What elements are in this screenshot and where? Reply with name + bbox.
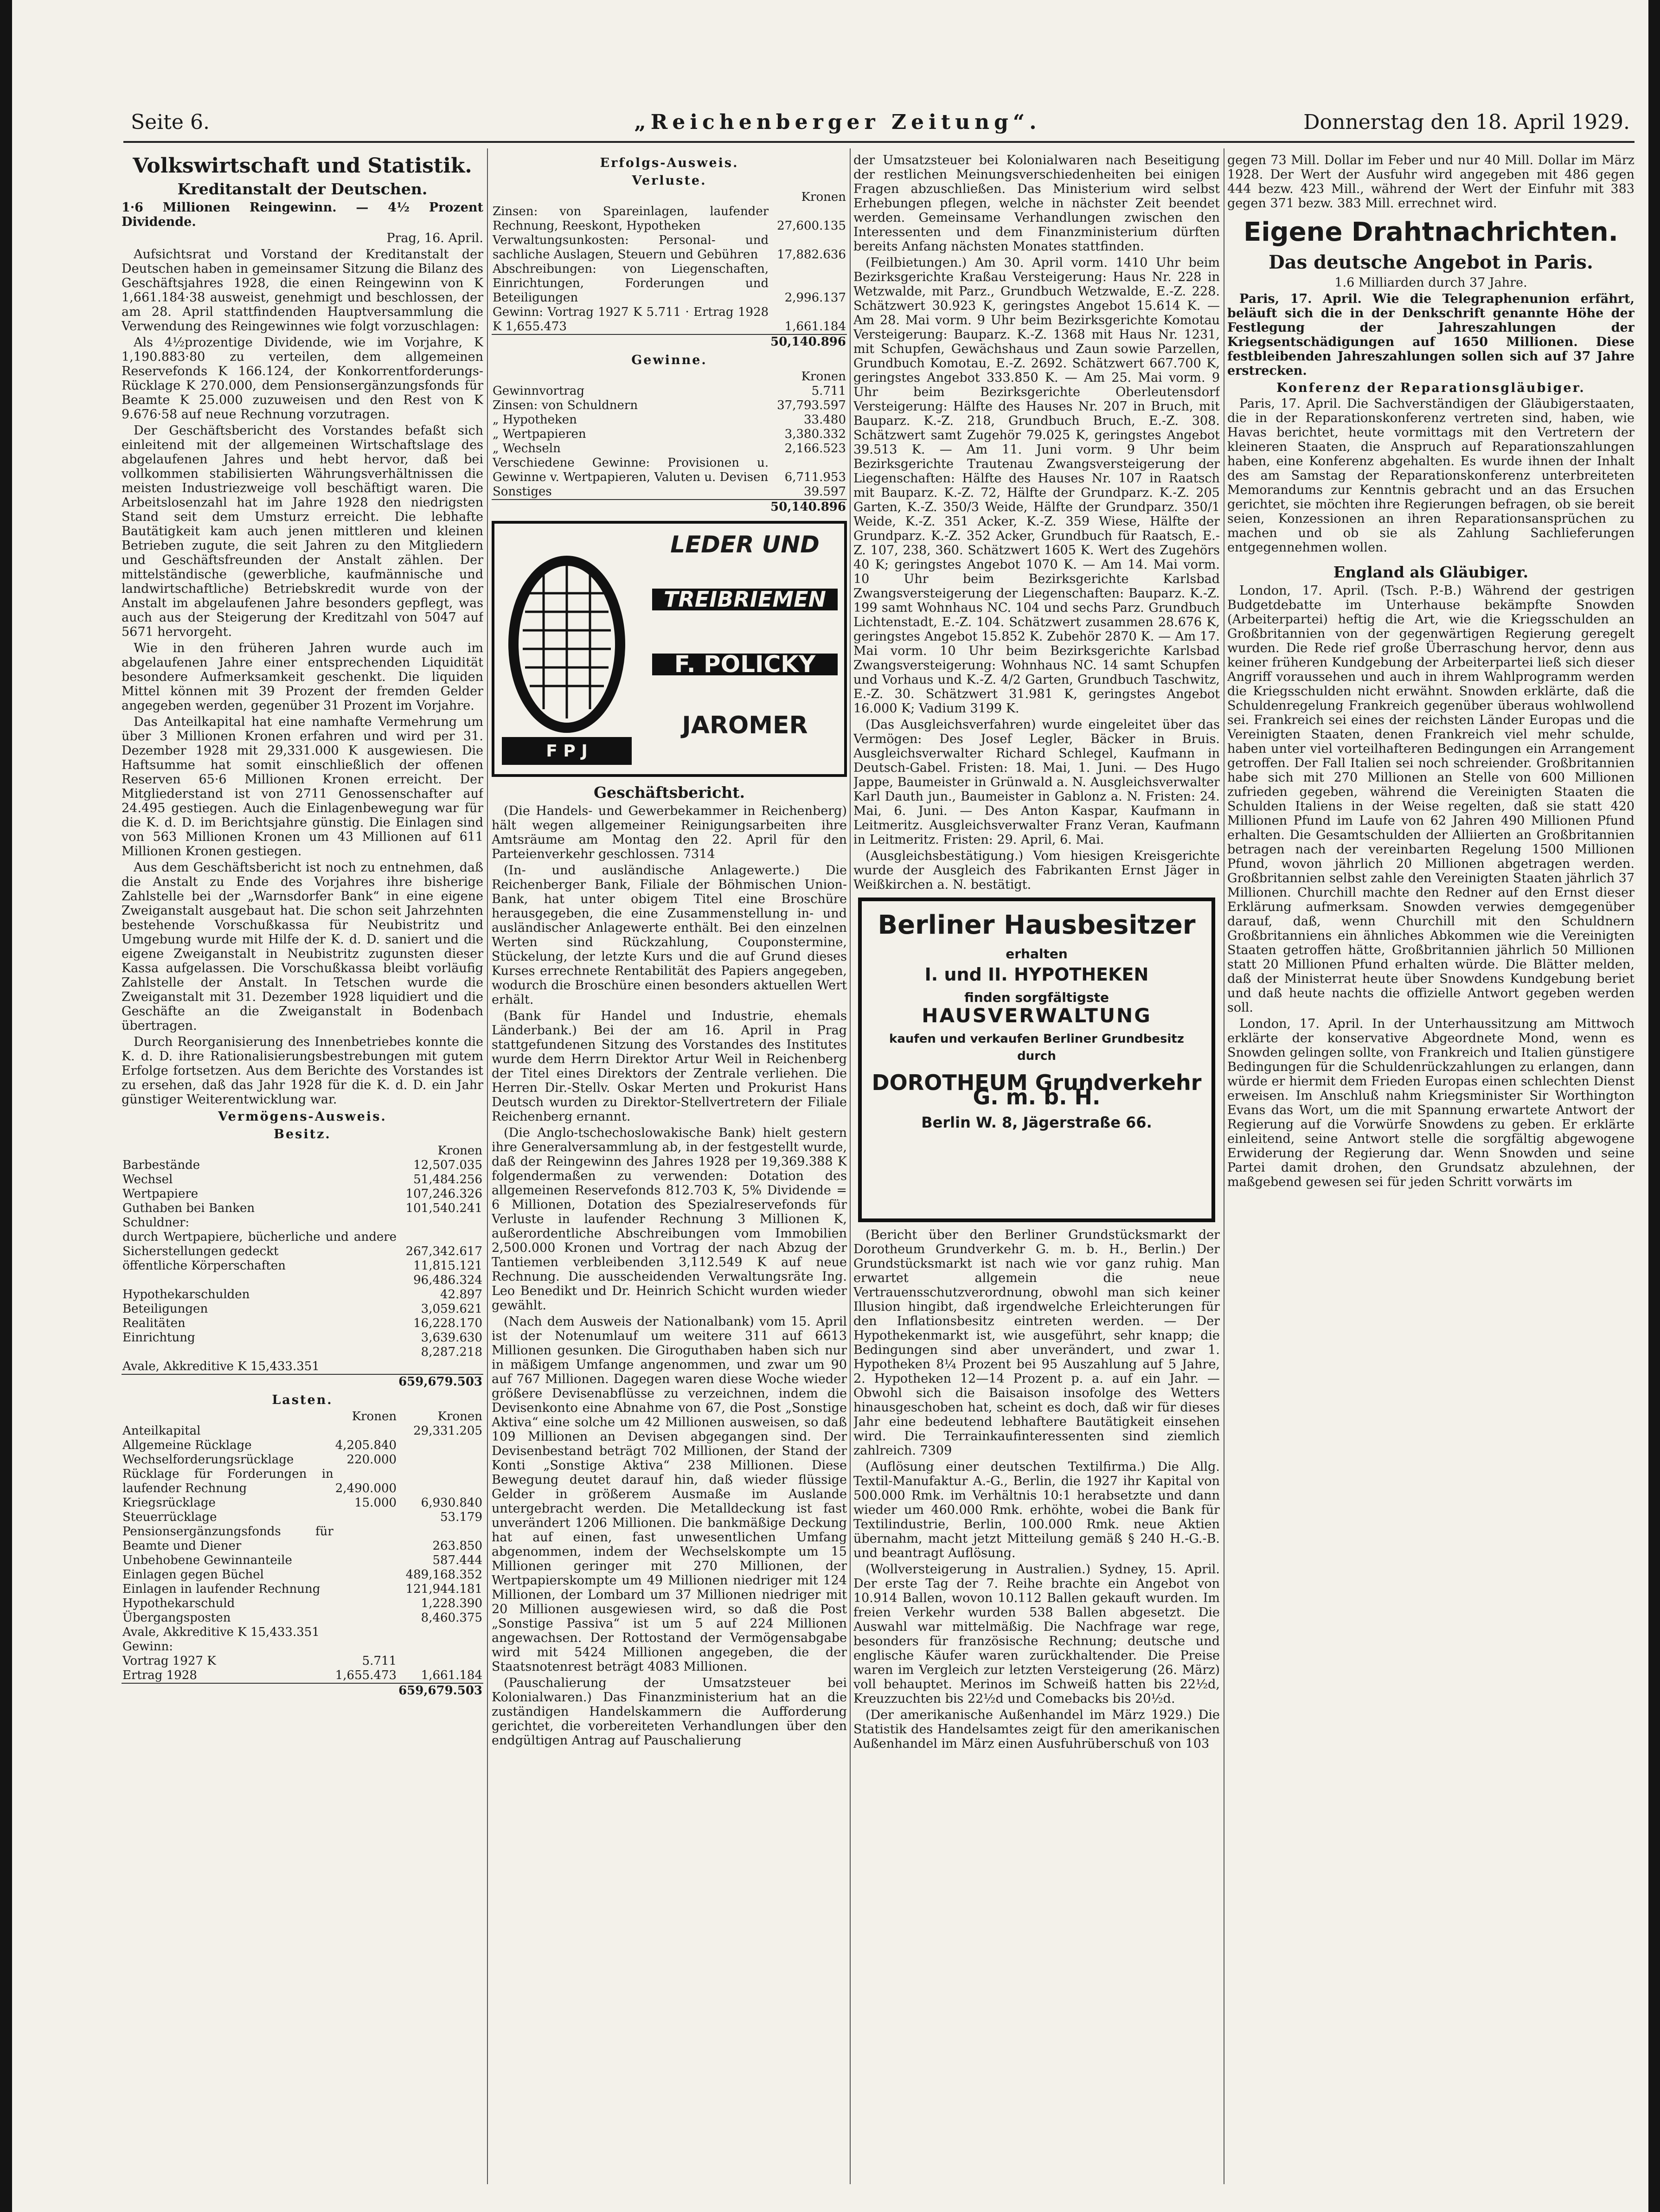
paragraph: (Wollversteigerung in Australien.) Sydney, 15. April. Der erste Tag der 7. Reihe brachte ein Angebot von 10.914 Ballen, wovon 10.112 Ballen gekauft wurden. Im freien Verkehr wurden 538 Ballen abgesetzt. Die Auswahl war mittelmäßig. Die Nachfrage war rege, besonders für französische Rechnung; deutsche und englische Käufer waren zurückhaltender. Die Preise waren im Vergleich zur letzten Versteigerung (26. März) voll behauptet. Merinos im Schweiß hatten bis 22½d, Kreuzzuchten bis 22½d und Comebacks bis 20½d. (853, 1562, 1220, 1706)
ad-line: finden sorgfältigste (964, 990, 1109, 1005)
row-value (397, 1654, 483, 1668)
row-value: 6,711.953 (784, 470, 846, 484)
row-label: Einlagen gegen Büchel (122, 1568, 264, 1582)
table-row (492, 442, 847, 456)
row-value (334, 1625, 397, 1640)
column-header: Kronen (437, 1410, 482, 1423)
row-value: 15.000 (354, 1496, 397, 1510)
table-row (492, 456, 847, 485)
article-title: Konferenz der Reparationsgläubiger. (1276, 381, 1585, 395)
row-label: Schuldner: (122, 1216, 190, 1230)
row-value: 33.480 (804, 413, 846, 427)
article-subtitle: 1.6 Milliarden durch 37 Jahre. (1334, 276, 1527, 290)
row-value: 39.597 (804, 485, 846, 499)
row-label (122, 1345, 397, 1359)
row-label: „ Wertpapieren (493, 427, 586, 441)
row-value: 1,661.184 (421, 1668, 482, 1682)
row-value: 8,287.218 (421, 1345, 482, 1359)
row-label: Kriegsrücklage (122, 1496, 216, 1510)
table-row (122, 1611, 483, 1625)
row-value (397, 1359, 483, 1374)
row-value: 11,815.121 (413, 1259, 482, 1273)
article-subtitle: 1·6 Millionen Reingewinn. — 4½ Prozent Dividende. (122, 200, 483, 229)
table-row (122, 1654, 483, 1668)
table-row (122, 1158, 483, 1173)
ad-line: durch (1017, 1049, 1056, 1063)
row-value: 53.179 (440, 1510, 482, 1524)
row-label: Hypothekarschulden (122, 1288, 250, 1302)
row-value: 1,661.184 (784, 320, 846, 333)
table-row (122, 1288, 483, 1302)
paragraph: Der Geschäftsbericht des Vorstandes befaßt sich einleitend mit der allgemeinen Wirtschaftslage des abgelaufenen Jahres und hebt hervor, daß bei vollkommen stabilisierten Währungsverhältnissen die meisten Industriezweige voll beschäftigt waren. Die Arbeitslosenzahl hat im Jahre 1928 den niedrigsten Stand seit dem Umsturz erreicht. Die lebhafte Bautätigkeit kam auch jenen mittleren und kleinen Betrieben zugute, die seit Jahren zu den Mitgliedern und Geschäftsfreunden der Anstalt zählen. Der mittelständische (gewerbliche, kaufmännische und landwirtschaftliche) Betriebskredit wurde von der Anstalt im abgelaufenen Jahre besonders gepflegt, was auch aus der Steigerung der Kreditzahl von 5047 auf 5671 hervorgeht. (122, 423, 483, 639)
dateline: Prag, 16. April. (386, 231, 483, 245)
row-label: Guthaben bei Banken (122, 1201, 255, 1215)
row-label: Realitäten (122, 1316, 186, 1330)
column-economy (122, 153, 483, 2194)
row-label: Gewinn: Vortrag 1927 K 5.711 · Ertrag 1928 K 1,655.473 (493, 305, 769, 333)
table-row (492, 398, 847, 413)
table-subtitle: Gewinne. (631, 353, 707, 367)
table-row (122, 1553, 483, 1568)
row-value: 51,484.256 (413, 1173, 482, 1186)
row-value: 220.000 (346, 1453, 397, 1467)
table-row (492, 205, 847, 233)
table-row (122, 1302, 483, 1316)
row-label: Gewinnvortrag (493, 384, 585, 398)
row-value: 3,059.621 (421, 1302, 482, 1316)
row-label: Beteiligungen (122, 1302, 208, 1316)
paragraph: Paris, 17. April. Die Sachverständigen der Gläubigerstaaten, die in der Reparationskonferenz vertreten sind, haben, wie Havas berichtet, heute vormittags mit den Vertretern der kleineren Staaten, die Anspruch auf Reparationszahlungen haben, eine Konferenz abgehalten. Es wurde ihnen der Inhalt des am Samstag der Reparationskonferenz unterbreiteten Memorandums zur Kenntnis gebracht und an das Ersuchen gerichtet, sie möchten ihre Regierungen befragen, ob sie bereit seien, Konzessionen an ihren Reparationsansprüchen zu machen und ob sie als Zahlung Sachlieferungen entgegennehmen wollen. (1227, 397, 1634, 555)
paragraph: Aus dem Geschäftsbericht ist noch zu entnehmen, daß die Anstalt zu Ende des Vorjahres ihre bisherige Zahlstelle bei der „Warnsdorfer Bank“ in eine eigene Zweiganstalt ausgebaut hat. Die schon seit Jahrzehnten bestehende Vorschußkassa für Neubistritz und Umgebung wurde mit Hilfe der K. d. D. saniert und die eigene Zweiganstalt in Neubistritz zugunsten dieser Kassa aufgelassen. Die Vorschußkassa bleibt vorläufig Zahlstelle der Anstalt. In Tetschen wurde die Zweiganstalt mit 31. Dezember 1928 liquidiert und die Geschäfte an die Zweiganstalt in Bodenbach übertragen. (122, 860, 483, 1033)
table-row (122, 1496, 483, 1510)
table-row (122, 1345, 483, 1359)
column-header: Kronen (437, 1144, 482, 1158)
paragraph: Aufsichtsrat und Vorstand der Kreditanstalt der Deutschen haben in gemeinsamer Sitzung die Bilanz des Geschäftsjahres 1928, die einen Reingewinn von K 1,661.184·38 ausweist, genehmigt und beschlossen, der am 28. April stattfindenden Hauptversammlung die Verwendung des Reingewinnes wie folgt vorzuschlagen: (122, 247, 483, 333)
row-label (122, 1273, 397, 1288)
table-row (122, 1467, 483, 1496)
article-title: England als Gläubiger. (1333, 563, 1529, 581)
row-label: Wertpapiere (122, 1187, 199, 1201)
table-row (492, 305, 847, 334)
row-value: 8,460.375 (421, 1611, 482, 1625)
table-row (122, 1438, 483, 1453)
row-label: Wechselforderungsrücklage (122, 1453, 294, 1467)
advertisement-leather-belts (492, 521, 847, 777)
table-row (122, 1273, 483, 1288)
column-financial-report (492, 153, 847, 2194)
row-label: Zinsen: von Spareinlagen, laufender Rechnung, Reeskont, Hypotheken (493, 205, 769, 233)
row-value: 96,486.324 (413, 1273, 482, 1287)
table-row (122, 1359, 483, 1374)
table-row (122, 1453, 483, 1467)
paragraph: London, 17. April. In der Unterhaussitzung am Mittwoch erklärte der konservative Abgeordnete Mond, wenn es Snowden gelingen sollte, von Frankreich und Italien günstigere Bedingungen für die Schuldenrückzahlungen zu erlangen, dann würde er hiermit dem Frieden Europas einen schlechten Dienst erweisen. Im Anschluß nahm Kriegsminister Sir Worthington Evans das Wort, um die mit Spannung erwartete Antwort der Regierung auf die Vorwürfe Snowdens zu geben. Er erklärte einleitend, seine Antwort stelle die sorgfältig abgewogene Erwiderung der Regierung dar. Wenn Snowden und seine Partei damit drohen, den Grundsatz abzulehnen, der maßgebend gewesen sei für jeden Schritt vorwärts im (1227, 1017, 1634, 1189)
losses-total: 50,140.896 (770, 335, 846, 349)
paragraph: (Pauschalierung der Umsatzsteuer bei Kolonialwaren.) Das Finanzministerium hat an die zuständigen Handelskammern die Aufforderung gerichtet, die vorbereiteten Verhandlungen über den endgültigen Antrag auf Pauschalierung (492, 1676, 847, 1748)
table-row (492, 485, 847, 500)
issue-date: Donnerstag den 18. April 1929. (1303, 110, 1630, 134)
ad-line: I. und II. HYPOTHEKEN (924, 964, 1149, 985)
table-row (122, 1230, 483, 1259)
paragraph: (Feilbietungen.) Am 30. April vorm. 1410 Uhr beim Bezirksgerichte Kraßau Versteigerung: Haus Nr. 228 in Wetzwalde, mit Parz., Grundbuch Wetzwalde, E.-Z. 228. Schätzwert 30.923 K, geringstes Angebot 15.614 K. — Am 28. Mai vorm. 9 Uhr beim Bezirksgerichte Komotau Versteigerung: Bauparz. K.-Z. 1368 mit Haus Nr. 1231, mit Schupfen, Gewächshaus und Zaun sowie Parzellen, Grundbuch Komotau, E.-Z. 2692. Schätzwert 667.700 K, geringstes Angebot 333.850 K. — Am 25. Mai vorm. 9 Uhr beim Bezirksgerichte Oberleutensdorf Versteigerung: Hälfte des Hauses Nr. 207 in Bruch, mit Bauparz. K.-Z. 218, Grundbuch Bruch, E.-Z. 308. Schätzwert samt Zugehör 79.025 K, geringstes Angebot 39.513 K. — Am 11. Juni vorm. 9 Uhr beim Bezirksgerichte Trautenau Zwangsversteigerung der Liegenschaften: Hälfte des Hauses Nr. 107 in Raatsch mit Bauparz. K.-Z. 72, Hälfte der Grundparz. K.-Z. 205 Garten, K.-Z. 350/3 Weide, Hälfte der Grundparz. 350/1 Weide, K.-Z. 351 Acker, K.-Z. 359 Wiese, Hälfte der Grundparz. K.-Z. 352 Acker, Grundbuch für Raatsch, E.-Z. 107, 238, 360. Schätzwert 1605 K. Wert des Zugehörs 40 K; geringstes Angebot 1070 K. — Am 14. Mai vorm. 10 Uhr beim Bezirksgerichte Karlsbad Zwangsversteigerung der Liegenschaften: Bauparz. K.-Z. 199 samt Wohnhaus NC. 104 und sechs Parz. Grundbuch Lichtenstadt, E.-Z. 104. Schätzwert zusammen 28.676 K, geringstes Angebot 15.852 K. Zubehör 2870 K. — Am 17. Mai vorm. 10 Uhr beim Bezirksgerichte Karlsbad Zwangsversteigerung: Wohnhaus NC. 14 samt Schupfen und Vorhaus und K.-Z. 4/2 Garten, Grundbuch Taschwitz, E.-Z. 30. Schätzwert 31.981 K, geringstes Angebot 16.000 K; Vadium 3199 K. (853, 256, 1220, 716)
paragraph: (In- und ausländische Anlagewerte.) Die Reichenberger Bank, Filiale der Böhmischen Union-Bank, hat unter obigem Titel eine Broschüre herausgegeben, die eine Zusammenstellung in- und ausländischer Anlagewerte enthält. Bei den einzelnen Werten sind Rückzahlung, Couponstermine, Stückelung, der letzte Kurs und die auf Grund dieses Kurses errechnete Rentabilität des Papiers angegeben, wodurch die Broschüre einen besonders aktuellen Wert erhält. (492, 863, 847, 1007)
row-value (397, 1625, 483, 1640)
row-value (397, 1467, 483, 1496)
table-row (492, 262, 847, 305)
row-label: Pensionsergänzungsfonds für Beamte und Diener (122, 1525, 333, 1553)
table-subtitle: Verluste. (632, 173, 707, 188)
row-label: „ Wechseln (493, 442, 561, 455)
table-row (122, 1668, 483, 1683)
paragraph: Wie in den früheren Jahren wurde auch im abgelaufenen Jahre einer entsprechenden Liquidität besondere Aufmerksamkeit geschenkt. Die liquiden Mittel können mit 39 Prozent der fremden Gelder angegeben werden, gegenüber 31 Prozent im Vorjahre. (122, 641, 483, 713)
row-value: 2,166.523 (784, 442, 846, 455)
row-value (334, 1510, 397, 1525)
newspaper-page (12, 0, 1648, 2212)
paragraph: der Umsatzsteuer bei Kolonialwaren nach Beseitigung der restlichen Meinungsverschiedenheiten bei einigen Fragen abzuschließen. Das Ministerium wird selbst Erhebungen pflegen, welche in nächster Zeit beendet werden. Gemeinsame Verhandlungen zwischen den Interessenten und dem Finanzministerium dürften bereits Anfang nächsten Monates stattfinden. (853, 153, 1220, 254)
table-row (122, 1316, 483, 1331)
header-rule (123, 141, 1634, 143)
row-value: 17,882.636 (777, 248, 846, 262)
paragraph: (Die Anglo-tschechoslowakische Bank) hielt gestern ihre Generalversammlung ab, in der festgestellt wurde, daß der Reingewinn des Jahres 1928 per 19,369.388 K folgendermaßen zu verwenden: Dotation des allgemeinen Reservefonds 812.703 K, 5% Dividende = 6 Millionen, Dotation des Spezialreservefonds für Verluste in laufender Rechnung 3 Millionen K, außerordentliche Abschreibungen vom Immobilien 2,500.000 Kronen und Vortrag der nach Abzug der Tantiemen verbleibenden 3,112.549 K auf neue Rechnung. Die ausscheidenden Verwaltungsräte Ing. Leo Benedikt und Dr. Heinrich Schicht wurden wieder gewählt. (492, 1126, 847, 1313)
table-row (122, 1640, 483, 1654)
row-label: „ Hypotheken (493, 413, 577, 427)
table-row (122, 1216, 483, 1230)
gains-total: 50,140.896 (770, 500, 846, 514)
column-header: Kronen (801, 190, 846, 204)
row-value: 1,655.473 (335, 1668, 397, 1682)
row-label: Rücklage für Forderungen in laufender Rechnung (122, 1467, 333, 1495)
row-label: Einrichtung (122, 1331, 195, 1345)
row-label: Ertrag 1928 (122, 1668, 197, 1682)
paragraph: (Ausgleichsbestätigung.) Vom hiesigen Kreisgerichte wurde der Ausgleich des Fabrikanten Ernst Jäger in Weißkirchen a. N. bestätigt. (853, 849, 1220, 892)
table-row (122, 1201, 483, 1216)
row-value: 4,205.840 (335, 1438, 397, 1452)
paragraph: Als 4½prozentige Dividende, wie im Vorjahre, K 1,190.883·80 zu verteilen, dem allgemeinen Reservefonds K 166.124, der Konkorrentforderungs-Rücklage K 270.000, dem Pensionsergänzungsfonds für Beamte K 25.000 zuzuweisen und den Rest von K 9.676·58 auf neue Rechnung vorzutragen. (122, 335, 483, 422)
table-row (492, 427, 847, 442)
section-heading: Eigene Drahtnachrichten. (1243, 217, 1618, 247)
row-label: Barbestände (122, 1158, 200, 1172)
losses-table (492, 190, 847, 349)
table-title: Erfolgs-Ausweis. (600, 156, 739, 170)
row-value: 42.897 (440, 1288, 482, 1302)
table-row (492, 413, 847, 427)
row-value: 2,490.000 (335, 1481, 397, 1495)
row-value (334, 1596, 397, 1611)
row-label: Steuerrücklage (122, 1510, 217, 1524)
row-value (334, 1582, 397, 1596)
liabilities-total: 659,679.503 (398, 1684, 482, 1698)
liabilities-table (122, 1410, 483, 1698)
column-header: Kronen (801, 370, 846, 384)
row-label: Übergangsposten (122, 1611, 231, 1625)
assets-table (122, 1144, 483, 1389)
paragraph: (Das Ausgleichsverfahren) wurde eingeleitet über das Vermögen: Des Josef Legler, Bäcker in Bruis. Ausgleichsverwalter Richard Schlegel, Kaufmann in Deutsch-Gabel. Fristen: 18. Mai, 1. Juni. — Des Hugo Jappe, Baumeister in Grünwald a. N. Ausgleichsverwalter Karl Dauth jun., Baumeister in Gablonz a. N. Fristen: 24. Mai, 6. Juni. — Des Anton Kaspar, Kaufmann in Leitmeritz. Ausgleichsverwalter Franz Veran, Kaufmann in Leitmeritz. Fristen: 29. April, 6. Mai. (853, 718, 1220, 847)
ad-line: HAUSVERWALTUNG (922, 1004, 1152, 1027)
table-row (122, 1568, 483, 1582)
row-value: 2,996.137 (784, 291, 846, 305)
row-label: Avale, Akkreditive K 15,433.351 (122, 1359, 320, 1373)
table-row (122, 1187, 483, 1201)
row-label: Hypothekarschuld (122, 1596, 235, 1610)
belt-logo-icon (502, 533, 632, 765)
table-row (122, 1331, 483, 1345)
paragraph: (Nach dem Ausweis der Nationalbank) vom 15. April ist der Notenumlauf um weitere 311 auf 6613 Millionen gesunken. Die Giroguthaben haben sich nur in mäßigem Umfange angenommen, und zwar um 90 auf 767 Millionen. Dagegen waren diese Woche wieder größere Devisenabflüsse zu verzeichnen, indem die Devisenkonto eine Abnahme von 67, die Post „Sonstige Aktiva“ eine solche um 42 Millionen ausweisen, so daß 109 Millionen an Devisen abgegangen sind. Der Devisenbestand beträgt 702 Millionen, der Stand der Konti „Sonstige Aktiva“ 238 Millionen. Diese Bewegung deutet darauf hin, daß wieder flüssige Gelder in größerem Ausmaße im Auslande untergebracht werden. Die Metalldeckung ist fast unverändert 1206 Millionen. Die bankmäßige Deckung hat auf einen, fast unwesentlichen Umfang abgenommen, indem der Wechselskompte um 15 Millionen geringer mit 270 Millionen, der Wertpapierskompte um 49 Millionen niedriger mit 124 Millionen, der Lombard um 37 Millionen niedriger mit 20 Millionen ausgewiesen wird, so daß die Post „Sonstige Passiva“ ist um 5 auf 224 Millionen angewachsen. Der Rottostand der Vermögensabgabe wird mit 5424 Millionen angegeben, die der Staatsnotenrest beträgt 4083 Millionen. (492, 1314, 847, 1674)
paragraph: Paris, 17. April. Wie die Telegraphenunion erfährt, beläuft sich die in der Denkschrift genannte Höhe der Festlegung der Jahreszahlungen der Kriegsentschädigungen auf 1650 Millionen. Diese festbleibenden Jahreszahlungen sollen sich auf 37 Jahre erstrecken. (1227, 292, 1634, 378)
paragraph: London, 17. April. (Tsch. P.-B.) Während der gestrigen Budgetdebatte im Unterhause bekämpfte Snowden (Arbeiterpartei) heftig die Art, wie die Kriegsschulden an Großbritannien von der gegenwärtigen Regierung geregelt wurden. Die Rede rief große Überraschung hervor, denn aus keiner früheren Kundgebung der Arbeiterpartei ließ sich dieser Angriff voraussehen und auch in ihrem Wahlprogramm werden die Kriegsschulden nicht erwähnt. Snowden erklärte, daß die Schuldenregelung Frankreich gegenüber überaus wohlwollend sei. Frankreich sei eines der reichsten Länder Europas und die Vereinigten Staaten, denen Frankreich viel mehr schulde, haben unter viel vorteilhafteren Bedingungen ein Arrangement getroffen. Der Fall Italien sei noch schreiender. Großbritannien habe sich mit 270 Millionen an Stelle von 600 Millionen zufrieden gegeben, während die Vereinigten Staaten die Schulden Italiens in der Weise regelten, daß sie statt 420 Millionen Pfund im Laufe von 62 Jahren 490 Millionen Pfund erhalten. Die Gesamtschulden der Alliierten an Großbritannien betragen nach der vereinbarten Regelung 1500 Millionen Pfund, wovon jährlich 20 Millionen abgetragen werden. Großbritannien selbst zahle den Vereinigten Staaten jährlich 37 Millionen. Churchill machte den Redner auf den Ernst dieser Erklärung aufmerksam. Snowden verwies demgegenüber darauf, daß, wenn Churchill mit den Schuldnern Großbritanniens ein ähnliches Abkommen wie die Vereinigten Staaten getroffen hätte, Großbritannien jährlich 50 Millionen statt 20 Millionen Pfund erhalten würde. Die Blätter melden, daß der Ministerrat heute über Snowdens Kundgebung beriet und daß heute nachts die offizielle Antwort gegeben werden soll. (1227, 583, 1634, 1015)
paragraph: gegen 73 Mill. Dollar im Feber und nur 40 Mill. Dollar im März 1928. Der Wert der Ausfuhr wird angegeben mit 486 gegen 444 bezw. 423 Mill., während der Wert der Einfuhr mit 383 gegen 371 bezw. 383 Mill. errechnet wird. (1227, 153, 1634, 211)
page-number: Seite 6. (131, 110, 210, 134)
row-value: 16,228.170 (413, 1316, 482, 1330)
table-row (122, 1259, 483, 1273)
row-label: Einlagen in laufender Rechnung (122, 1582, 320, 1596)
table-subtitle: Besitz. (274, 1127, 331, 1141)
ad-line: kaufen und verkaufen Berliner Grundbesitz (889, 1032, 1184, 1046)
row-value: 587.444 (432, 1553, 482, 1567)
row-value: 5.711 (362, 1654, 397, 1668)
table-row (492, 233, 847, 262)
table-row (122, 1582, 483, 1596)
row-value: 121,944.181 (405, 1582, 482, 1596)
row-value: 101,540.241 (405, 1201, 482, 1215)
advertisement-berlin-property (858, 898, 1215, 1222)
row-label: durch Wertpapiere, bücherliche und andere Sicherstellungen gedeckt (122, 1230, 397, 1258)
table-row (122, 1510, 483, 1525)
row-value: 489,168.352 (405, 1568, 482, 1582)
table-row (122, 1625, 483, 1640)
paragraph: Das Anteilkapital hat eine namhafte Vermehrung um über 3 Millionen Kronen erfahren und wird per 31. Dezember 1928 mit 29,331.000 K ausgewiesen. Die Haftsumme hat somit einschließlich der offenen Reserven 65·6 Millionen Kronen erreicht. Der Mitgliederstand ist von 2711 Genossenschafter auf 24.495 gestiegen. Auch die Einlagenbewegung war für die K. d. D. im Berichtsjahre günstig. Die Einlagen sind von 563 Millionen Kronen um 43 Millionen auf 611 Millionen Kronen gestiegen. (122, 715, 483, 859)
row-value: 6,930.840 (421, 1496, 482, 1510)
ad-title: Berliner Hausbesitzer (878, 910, 1196, 940)
row-label: Abschreibungen: von Liegenschaften, Einrichtungen, Forderungen und Beteiligungen (493, 262, 769, 305)
row-value: 3,380.332 (784, 427, 846, 441)
paragraph: (Die Handels- und Gewerbekammer in Reichenberg) hält wegen allgemeiner Reinigungsarbeiten ihre Amtsräume am Montag den 22. April für den Parteienverkehr geschlossen. 7314 (492, 804, 847, 861)
row-value (334, 1525, 397, 1553)
row-label: Unbehobene Gewinnanteile (122, 1553, 292, 1567)
ad-company: DOROTHEUM Grundverkehr G. m. b. H. (872, 1070, 1202, 1109)
row-value (397, 1216, 483, 1230)
column-divider (850, 148, 851, 2184)
ad-monogram: F P J (546, 742, 588, 761)
row-label: öffentliche Körperschaften (122, 1259, 286, 1273)
row-value: 107,246.326 (405, 1187, 482, 1201)
paragraph: (Bank für Handel und Industrie, ehemals Länderbank.) Bei der am 16. April in Prag stattgefundenen Sitzung des Vorstandes des Institutes wurde dem Herrn Direktor Artur Weil in Reichenberg der Titel eines Direktors der Zentrale verliehen. Die Herren Dir.-Stellv. Oskar Merten und Prokurist Hans Deutsch wurden zu Direktor-Stellvertretern der Filiale Reichenberg ernannt. (492, 1009, 847, 1124)
row-value (397, 1453, 483, 1467)
table-row (122, 1173, 483, 1187)
table-row (492, 384, 847, 398)
article-title: Das deutsche Angebot in Paris. (1269, 251, 1593, 273)
row-label: Vortrag 1927 K (122, 1654, 216, 1668)
paragraph: (Der amerikanische Außenhandel im März 1929.) Die Statistik des Handelsamtes zeigt für den amerikanischen Außenhandel im März einen Ausfuhrüberschuß von 103 (853, 1708, 1220, 1751)
row-label: Avale, Akkreditive K 15,433.351 (122, 1625, 320, 1639)
column-notices (853, 153, 1220, 2194)
section-heading: Volkswirtschaft und Statistik. (133, 154, 472, 178)
row-label: Wechsel (122, 1173, 173, 1186)
row-value (334, 1553, 397, 1568)
ad-line: erhalten (1006, 946, 1068, 962)
row-value: 1,228.390 (421, 1596, 482, 1610)
row-value (334, 1611, 397, 1625)
row-value: 37,793.597 (777, 398, 846, 412)
masthead: „Reichenberger Zeitung“. (634, 110, 1041, 134)
section-heading: Geschäftsbericht. (593, 783, 745, 801)
row-value: 29,331.205 (413, 1424, 482, 1438)
row-label: Zinsen: von Schuldnern (493, 398, 638, 412)
table-row (122, 1596, 483, 1611)
ad-line: TREIBRIEMEN (652, 589, 838, 610)
ad-line: LEDER UND (670, 531, 820, 558)
column-divider (487, 148, 488, 2184)
assets-total: 659,679.503 (398, 1375, 482, 1389)
gains-table (492, 370, 847, 514)
column-wire-news (1227, 153, 1634, 2194)
row-value: 267,342.617 (405, 1244, 482, 1258)
row-label: Verschiedene Gewinne: Provisionen u. Gewinne v. Wertpapieren, Valuten u. Devisen (493, 456, 769, 484)
row-value: 5.711 (811, 384, 846, 398)
table-title: Vermögens-Ausweis. (218, 1109, 387, 1124)
article-title: Kreditanstalt der Deutschen. (177, 180, 428, 198)
row-label: Anteilkapital (122, 1424, 201, 1438)
row-value: 263.850 (432, 1539, 482, 1553)
row-value (397, 1438, 483, 1453)
row-label: Sonstiges (493, 485, 552, 499)
table-row (122, 1424, 483, 1438)
table-row (122, 1525, 483, 1553)
column-header: Kronen (352, 1410, 397, 1423)
paragraph: (Auflösung einer deutschen Textilfirma.) Die Allg. Textil-Manufaktur A.-G., Berlin, die 1927 ihr Kapital von 500.000 Rmk. im Verhältnis 10:1 herabsetzte und dann wieder um 460.000 Rmk. erhöhte, wobei die Bank für Textilindustrie, Berlin, 100.000 Rmk. neue Aktien übernahm, macht jetzt Mitteilung gemäß § 240 H.-G.-B. und beantragt Auflösung. (853, 1460, 1220, 1560)
paragraph: Durch Reorganisierung des Innenbetriebes konnte die K. d. D. ihre Rationalisierungsbestrebungen mit gutem Erfolge fortsetzen. Aus dem Berichte des Vorstandes ist zu ersehen, daß das Jahr 1928 für die K. d. D. ein Jahr günstiger Weiterentwicklung war. (122, 1035, 483, 1107)
row-value (334, 1640, 397, 1654)
row-label: Verwaltungsunkosten: Personal- und sachliche Auslagen, Steuern und Gebühren (493, 233, 769, 262)
row-value (334, 1424, 397, 1438)
row-value: 27,600.135 (777, 219, 846, 233)
row-label: Allgemeine Rücklage (122, 1438, 252, 1452)
ad-address: Berlin W. 8, Jägerstraße 66. (921, 1114, 1152, 1131)
row-label: Gewinn: (122, 1640, 173, 1654)
row-value: 3,639.630 (421, 1331, 482, 1345)
paragraph: (Bericht über den Berliner Grundstücksmarkt der Dorotheum Grundverkehr G. m. b. H., Berlin.) Der Grundstücksmarkt ist nach wie vor ganz ruhig. Man erwartet allgemein die neue Vertrauensschutzverordnung, obwohl man sich keiner Illusion hingibt, daß irgendwelche Erleichterungen für den Inflationsbesitz eintreten werden. — Der Hypothekenmarkt ist, wie ausgeführt, sehr knapp; die Bedingungen sind aber unverändert, und zwar 1. Hypotheken 8¼ Prozent bei 95 Auszahlung auf 5 Jahre, 2. Hypotheken 12—14 Prozent p. a. auf ein Jahr. — Obwohl sich die Baisaison insofolge des Wetters hinausgeschoben hat, scheint es doch, daß wir für dieses Jahr eine bedeutend lebhaftere Bautätigkeit einsehen wird. Die Terrainkaufinteressenten sind ziemlich zahlreich. 7309 (853, 1228, 1220, 1458)
row-value (397, 1640, 483, 1654)
row-value (334, 1568, 397, 1582)
ad-line: F. POLICKY (652, 654, 838, 675)
row-value: 12,507.035 (413, 1158, 482, 1172)
table-subtitle: Lasten. (272, 1393, 333, 1407)
ad-line: JAROMER (682, 712, 808, 739)
